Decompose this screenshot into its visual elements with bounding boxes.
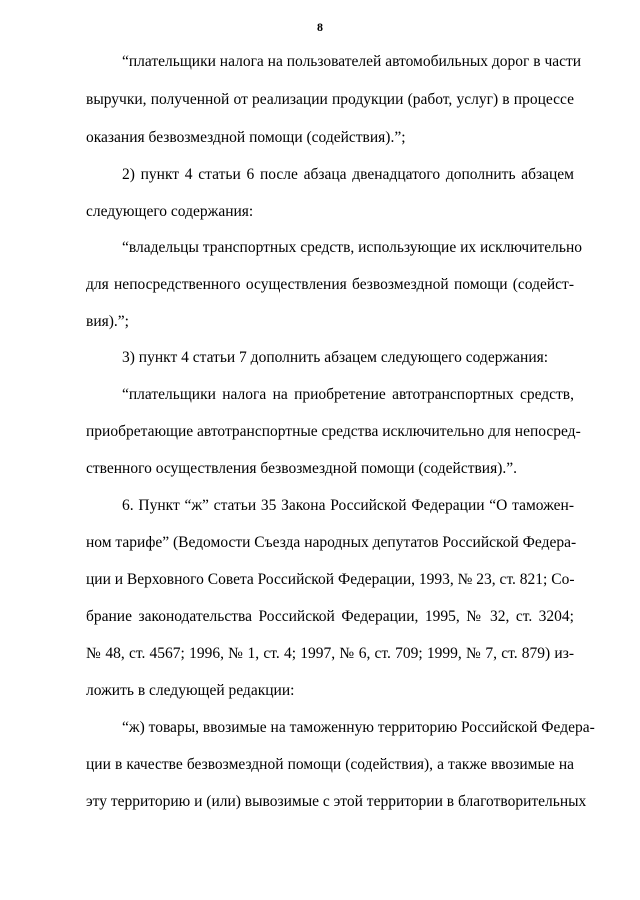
text-line: 3) пункт 4 статьи 7 дополнить абзацем следующего содержания: [122,349,549,366]
page-number: 8 [317,20,323,34]
text-line: “плательщики налога на приобретение автотранспортных средств, [122,386,574,403]
text-line: для непосредственного осуществления безвозмездной помощи (содейст- [86,276,574,293]
text-line: ложить в следующей редакции: [86,682,295,699]
text-line: 6. Пункт “ж” статьи 35 Закона Российской Федерации “О таможен- [122,497,574,514]
text-line: ции в качестве безвозмездной помощи (содействия), а также ввозимые на [86,756,574,773]
text-line: “плательщики налога на пользователей автомобильных дорог в части [122,53,582,70]
text-line: “ж) товары, ввозимые на таможенную территорию Российской Федера- [122,719,595,736]
text-line: № 48, ст. 4567; 1996, № 1, ст. 4; 1997, № 6, ст. 709; 1999, № 7, ст. 879) из- [86,645,574,662]
text-line: ном тарифе” (Ведомости Съезда народных депутатов Российской Федера- [86,534,577,551]
text-line: приобретающие автотранспортные средства исключительно для непосред- [86,423,581,440]
text-line: следующего содержания: [86,203,254,220]
text-line: 2) пункт 4 статьи 6 после абзаца двенадцатого дополнить абзацем [122,166,574,183]
text-line: ственного осуществления безвозмездной помощи (содействия).”. [86,460,518,477]
text-line: ции и Верховного Совета Российской Федерации, 1993, № 23, ст. 821; Со- [86,571,575,588]
text-line: оказания безвозмездной помощи (содействия).”; [86,129,406,146]
text-line: выручки, полученной от реализации продукции (работ, услуг) в процессе [86,91,574,108]
text-line: “владельцы транспортных средств, использующие их исключительно [122,239,583,256]
text-line: брание законодательства Российской Федерации, 1995, № 32, ст. 3204; [86,608,574,625]
text-line: эту территорию и (или) вывозимые с этой территории в благотворительных [86,793,587,810]
text-line: вия).”; [86,313,129,330]
